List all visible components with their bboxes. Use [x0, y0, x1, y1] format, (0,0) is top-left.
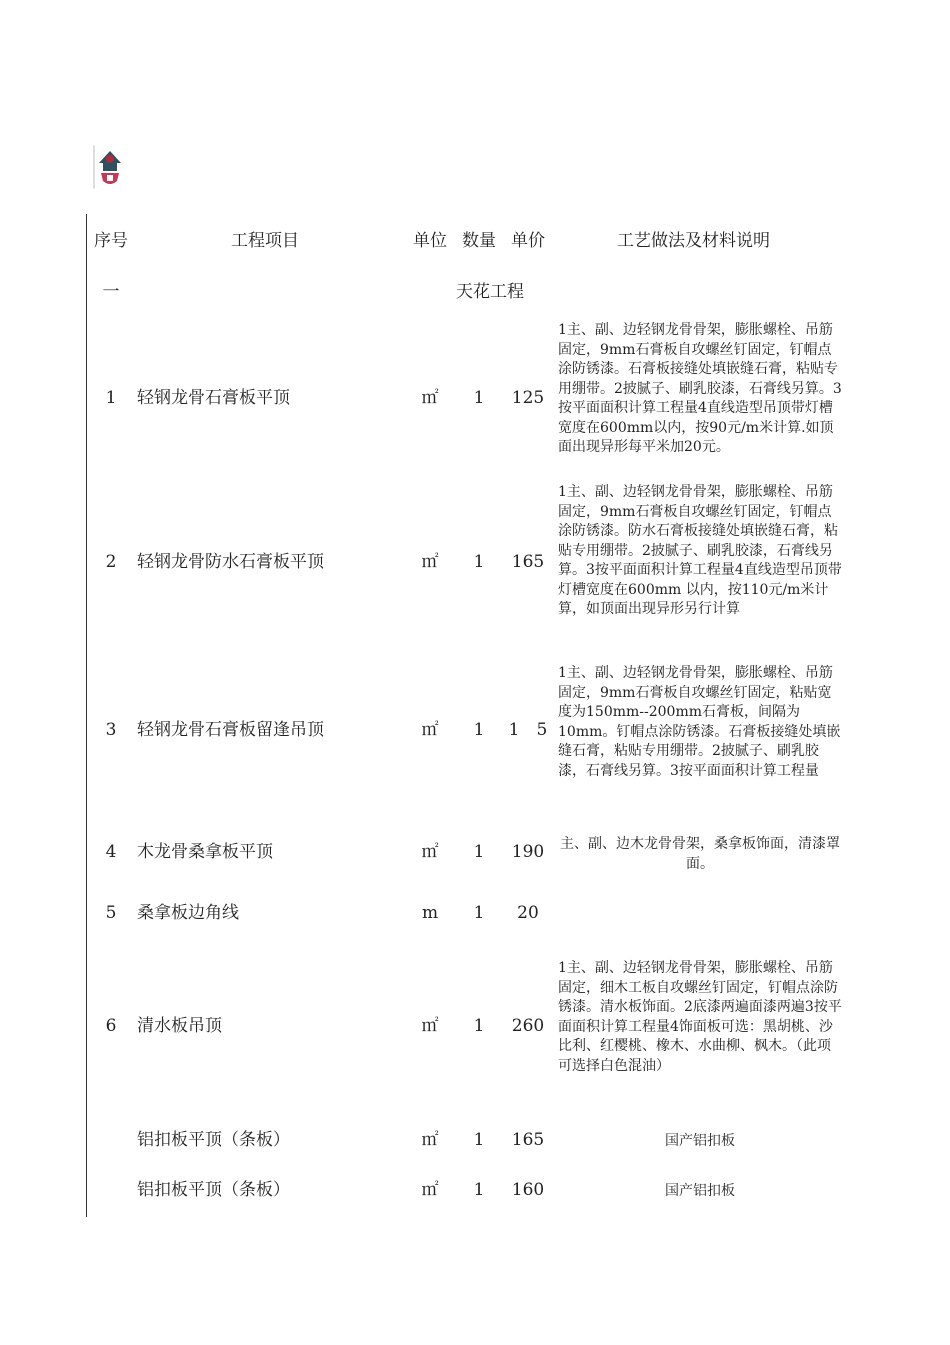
header-item: 工程项目 — [231, 231, 299, 251]
row-qty: 1 — [473, 388, 485, 408]
row-name: 桑拿板边角线 — [137, 903, 239, 923]
row-qty: 1 — [473, 1016, 485, 1036]
row-name: 轻钢龙骨石膏板留逢吊顶 — [137, 720, 324, 740]
row-price: 125 — [511, 388, 545, 408]
row-desc: 1主、副、边轻钢龙骨骨架，膨胀螺栓、吊筋固定，9mm石膏板自攻螺丝钉固定，粘贴宽度为150mm--200mm石膏板，间隔为10mm。钉帽点涂防锈漆。石膏板接缝处填嵌缝石膏，粘贴专用绷带。2披腻子、刷乳胶漆，石膏线另算。3按平面面积计算工程量 — [558, 665, 841, 779]
row-qty: 1 — [473, 1180, 485, 1200]
row-name: 木龙骨桑拿板平顶 — [137, 842, 273, 862]
row-desc: 1主、副、边轻钢龙骨骨架，膨胀螺栓、吊筋固定，9mm石膏板自攻螺丝钉固定，钉帽点涂防锈漆。石膏板接缝处填嵌缝石膏，粘贴专用绷带。2披腻子、刷乳胶漆，石膏线另算。3按平面面积计算工程量4直线造型吊顶带灯槽宽度在600mm以内，按90元/m米计算.如顶面出现异形每平米加20元。 — [558, 322, 842, 455]
row-seq: 4 — [105, 842, 117, 862]
row-qty: 1 — [473, 903, 485, 923]
row-name: 轻钢龙骨石膏板平顶 — [137, 388, 290, 408]
header-desc: 工艺做法及材料说明 — [617, 231, 770, 251]
header-seq: 序号 — [94, 231, 128, 251]
row-price: 190 — [511, 842, 545, 862]
header-qty: 数量 — [462, 231, 496, 251]
row-unit: m — [421, 903, 439, 923]
header-price: 单价 — [511, 231, 545, 251]
row-price: 1 5 — [508, 720, 548, 740]
row-unit: ㎡ — [421, 720, 439, 740]
row-price: 20 — [517, 903, 539, 923]
row-seq: 1 — [105, 388, 117, 408]
row-desc: 国产铝扣板 — [665, 1133, 735, 1149]
row-unit: ㎡ — [421, 1180, 439, 1200]
row-price: 165 — [511, 552, 545, 572]
company-logo — [93, 145, 127, 189]
row-desc: 主、副、边木龙骨骨架，桑拿板饰面，清漆罩面。 — [560, 836, 840, 872]
row-unit: ㎡ — [421, 842, 439, 862]
row-unit: ㎡ — [421, 1016, 439, 1036]
row-seq: 6 — [105, 1016, 117, 1036]
row-name: 铝扣板平顶（条板） — [137, 1130, 290, 1150]
row-qty: 1 — [473, 720, 485, 740]
table-left-border — [86, 214, 87, 1217]
row-seq: 3 — [105, 720, 117, 740]
row-price: 160 — [511, 1180, 545, 1200]
row-qty: 1 — [473, 552, 485, 572]
row-unit: ㎡ — [421, 388, 439, 408]
row-qty: 1 — [473, 1130, 485, 1150]
row-name: 轻钢龙骨防水石膏板平顶 — [137, 552, 324, 572]
row-desc: 1主、副、边轻钢龙骨骨架，膨胀螺栓、吊筋固定，细木工板自攻螺丝钉固定，钉帽点涂防锈漆。清水板饰面。2底漆两遍面漆两遍3按平面面积计算工程量4饰面板可选：黑胡桃、沙比利、红樱桃、橡木、水曲柳、枫木。（此项可选择白色混油） — [558, 960, 842, 1074]
row-unit: ㎡ — [421, 552, 439, 572]
row-name: 清水板吊顶 — [137, 1016, 222, 1036]
section-seq: 一 — [102, 282, 120, 302]
row-unit: ㎡ — [421, 1130, 439, 1150]
row-price: 260 — [511, 1016, 545, 1036]
row-desc: 国产铝扣板 — [665, 1183, 735, 1199]
section-title: 天花工程 — [456, 282, 524, 302]
header-unit: 单位 — [413, 231, 447, 251]
row-seq: 2 — [105, 552, 117, 572]
row-price: 165 — [511, 1130, 545, 1150]
row-desc: 1主、副、边轻钢龙骨骨架，膨胀螺栓、吊筋固定，9mm石膏板自攻螺丝钉固定，钉帽点涂防锈漆。防水石膏板接缝处填嵌缝石膏，粘贴专用绷带。2披腻子、刷乳胶漆，石膏线另算。3按平面面积计算工程量4直线造型吊顶带灯槽宽度在600mm 以内，按110元/m米计算，如顶面出现异形另行计算 — [558, 484, 842, 617]
row-seq: 5 — [105, 903, 117, 923]
row-name: 铝扣板平顶（条板） — [137, 1180, 290, 1200]
row-qty: 1 — [473, 842, 485, 862]
